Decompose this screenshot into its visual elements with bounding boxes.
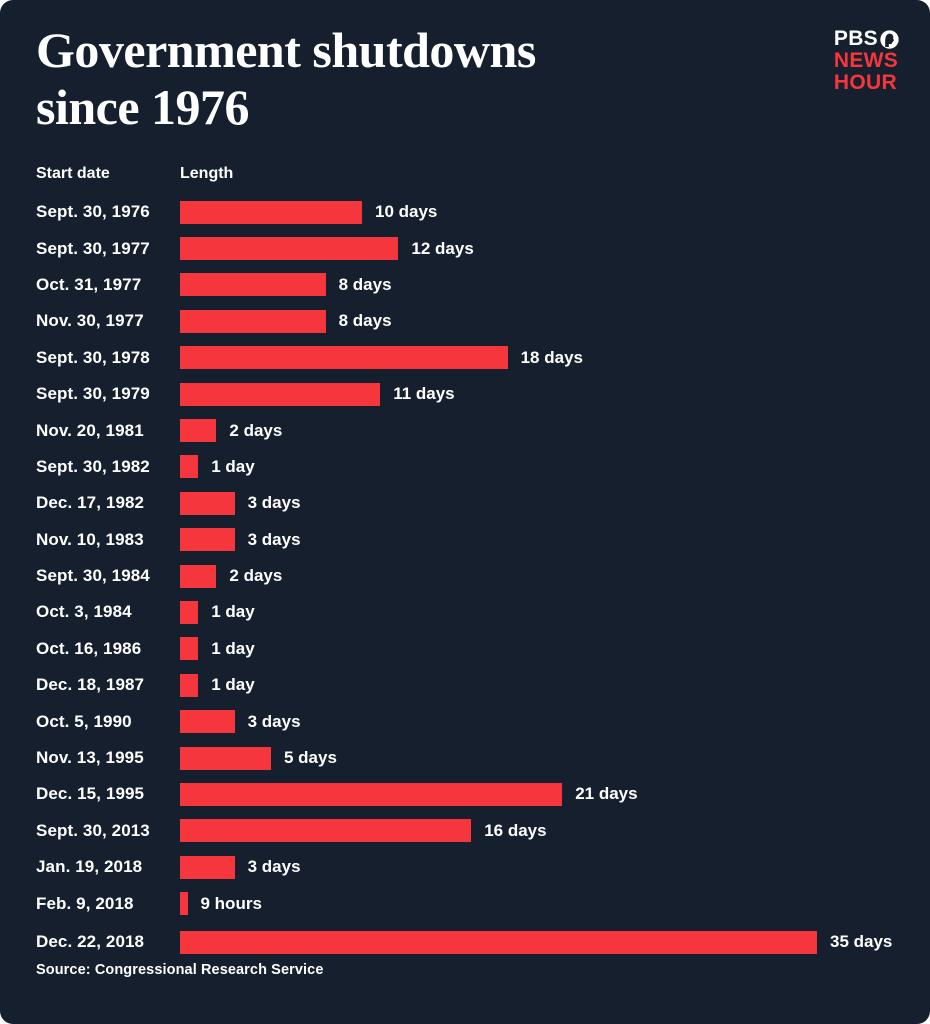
chart-row (36, 849, 910, 885)
chart-row (36, 776, 910, 812)
row-start-date: Sept. 30, 1978 (36, 347, 150, 367)
bar-value-label: 35 days (830, 932, 893, 951)
bar (180, 783, 562, 806)
chart-row (36, 667, 910, 703)
bar (180, 492, 235, 515)
row-start-date: Dec. 17, 1982 (36, 493, 145, 513)
page-title-line2: since 1976 (36, 79, 250, 135)
bar (180, 455, 198, 478)
bar (180, 237, 398, 260)
bar-value-label: 3 days (247, 529, 301, 549)
logo-hour-text: HOUR (833, 71, 897, 94)
chart-row (36, 412, 910, 448)
chart-row (36, 376, 910, 412)
chart-row (36, 194, 910, 230)
logo-pbs-line (834, 28, 900, 50)
bar-value-label: 2 days (229, 420, 283, 440)
column-header-length: Length (180, 165, 234, 182)
bar (180, 931, 817, 954)
chart-row (36, 485, 910, 521)
bar (180, 310, 326, 333)
chart-rows (36, 194, 910, 960)
chart-row (36, 522, 910, 558)
bar-value-label: 10 days (375, 202, 438, 222)
row-start-date: Sept. 30, 1977 (36, 238, 150, 258)
bar-value-label: 2 days (229, 566, 283, 586)
row-start-date: Oct. 3, 1984 (36, 602, 132, 622)
bar (180, 419, 216, 442)
row-start-date: Oct. 31, 1977 (36, 274, 142, 294)
row-start-date: Nov. 30, 1977 (36, 311, 144, 331)
bar-chart (36, 164, 910, 960)
bar-value-label: 8 days (338, 274, 392, 294)
bar (180, 528, 235, 551)
chart-column-headers (36, 164, 910, 184)
logo-news-text: NEWS (833, 49, 899, 72)
row-start-date: Sept. 30, 1984 (36, 566, 150, 586)
row-start-date: Feb. 9, 2018 (36, 893, 134, 913)
bar (180, 819, 471, 842)
source-note: Source: Congressional Research Service (36, 962, 324, 978)
bar (180, 747, 271, 770)
bar-value-label: 1 day (211, 638, 255, 658)
row-start-date: Oct. 5, 1990 (36, 711, 132, 731)
pbs-head-icon (879, 29, 900, 50)
page-title (36, 22, 536, 136)
bar (180, 383, 380, 406)
bar-value-label: 9 hours (200, 893, 262, 913)
bar (180, 856, 235, 879)
page-title-line1: Government shutdowns (36, 22, 536, 78)
chart-row (36, 631, 910, 667)
bar-value-label: 12 days (411, 238, 474, 258)
bar-value-label: 3 days (247, 493, 301, 513)
bar (180, 346, 508, 369)
header (36, 22, 900, 136)
row-start-date: Dec. 15, 1995 (36, 784, 145, 804)
row-start-date: Dec. 18, 1987 (36, 675, 145, 695)
bar-value-label: 3 days (247, 711, 301, 731)
bar (180, 637, 198, 660)
bar-value-label: 16 days (484, 820, 547, 840)
bar-value-label: 1 day (211, 602, 255, 622)
row-start-date: Jan. 19, 2018 (36, 857, 143, 877)
row-start-date: Sept. 30, 1979 (36, 384, 150, 404)
chart-row (36, 230, 910, 266)
bar-value-label: 1 day (211, 456, 255, 476)
chart-row (36, 885, 910, 921)
chart-row (36, 303, 910, 339)
chart-row (36, 449, 910, 485)
column-header-start-date: Start date (36, 165, 110, 182)
bar-value-label: 1 day (211, 675, 255, 695)
row-start-date: Nov. 10, 1983 (36, 529, 144, 549)
bar-value-label: 3 days (247, 857, 301, 877)
chart-row (36, 267, 910, 303)
pbs-newshour-logo (834, 28, 900, 94)
bar-value-label: 5 days (284, 748, 337, 768)
chart-row (36, 924, 910, 960)
bar-value-label: 8 days (338, 311, 392, 331)
row-start-date: Nov. 13, 1995 (36, 748, 144, 768)
bar (180, 674, 198, 697)
chart-row (36, 340, 910, 376)
bar (180, 273, 326, 296)
bar-value-label: 18 days (520, 347, 583, 367)
chart-row (36, 703, 910, 739)
bar (180, 892, 188, 915)
row-start-date: Dec. 22, 2018 (36, 932, 145, 951)
chart-row (36, 740, 910, 776)
row-start-date: Sept. 30, 2013 (36, 820, 150, 840)
bar (180, 601, 198, 624)
chart-row (36, 813, 910, 849)
row-start-date: Sept. 30, 1982 (36, 456, 150, 476)
bar (180, 201, 362, 224)
chart-row (36, 558, 910, 594)
bar-value-label: 11 days (393, 384, 455, 404)
logo-pbs-text: PBS (833, 27, 878, 50)
row-start-date: Nov. 20, 1981 (36, 420, 144, 440)
chart-row (36, 594, 910, 630)
bar (180, 565, 216, 588)
bar (180, 710, 235, 733)
bar-value-label: 21 days (575, 784, 638, 804)
row-start-date: Oct. 16, 1986 (36, 638, 142, 658)
row-start-date: Sept. 30, 1976 (36, 202, 150, 222)
